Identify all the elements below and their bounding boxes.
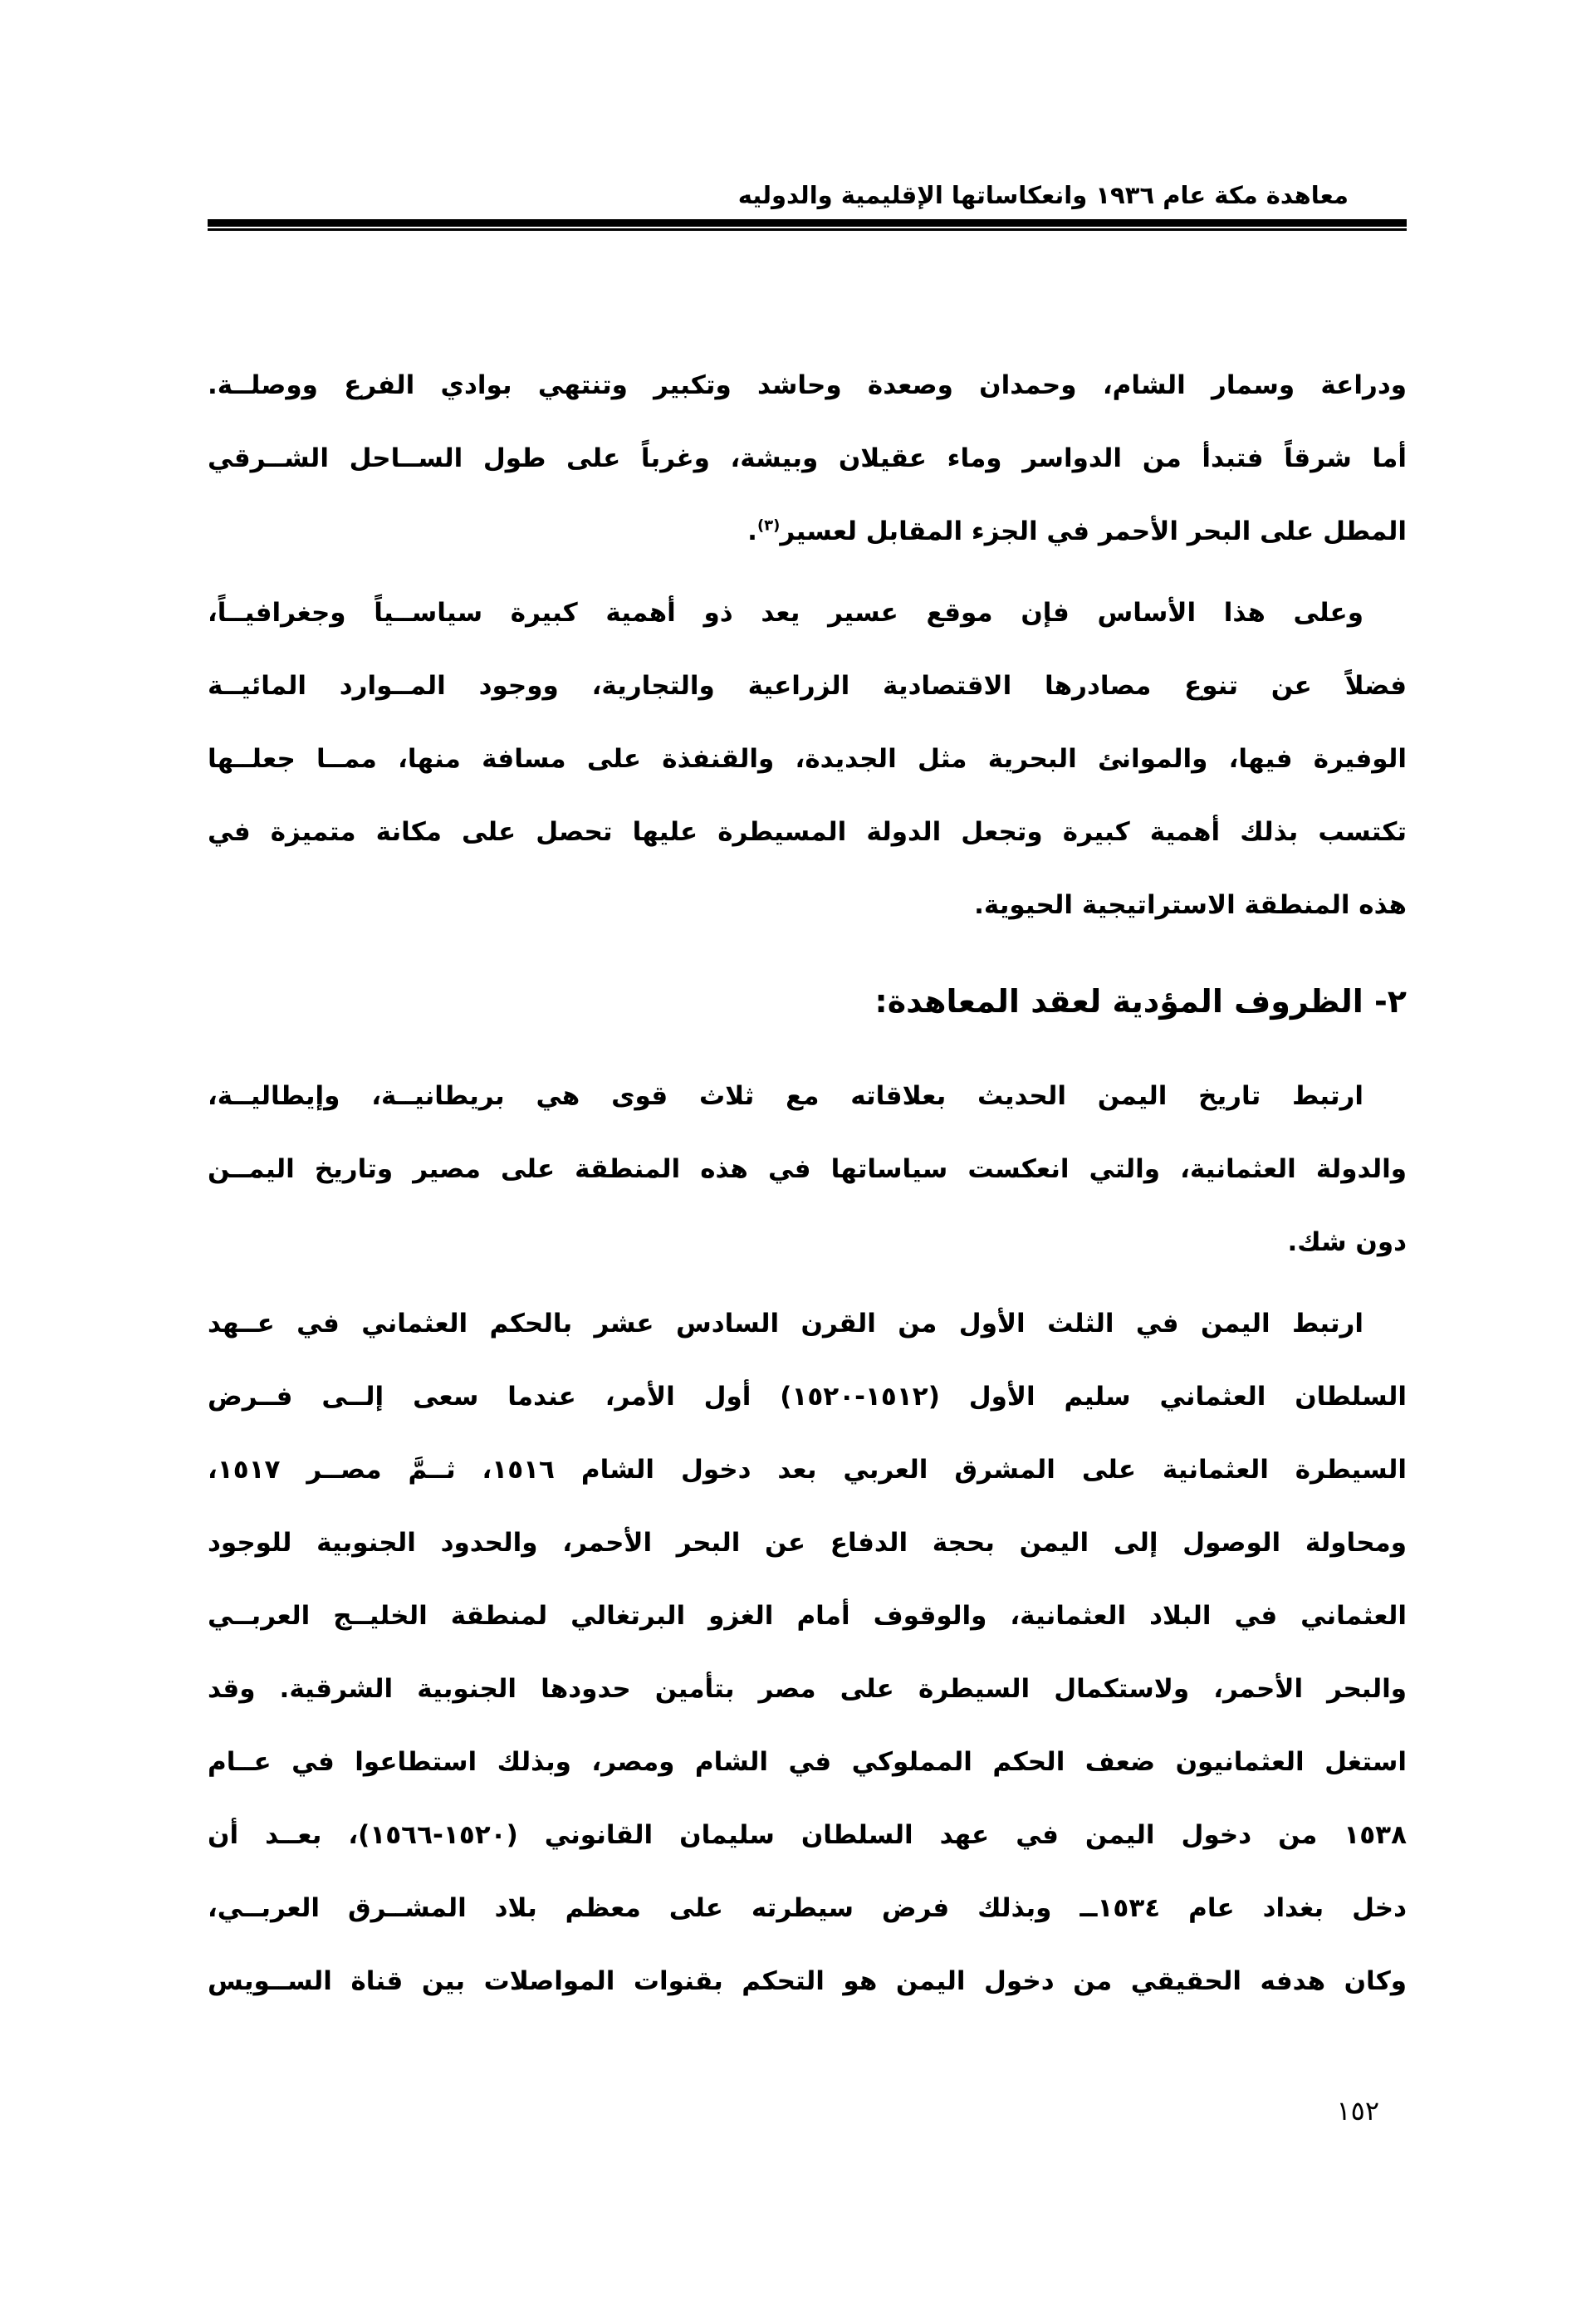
- paragraph-1: [208, 349, 1407, 568]
- header-double-rule: [208, 219, 1407, 231]
- running-head-title: معاهدة مكة عام ١٩٣٦ وانعكاساتها الإقليمية والدوليه: [737, 181, 1349, 209]
- text-line: العثماني في البلاد العثمانية، والوقوف أمام الغزو البرتغالي لمنطقة الخليــج العربــي: [208, 1601, 1407, 1631]
- text-line: ودراعة وسمار الشام، وحمدان وصعدة وحاشد وتكبير وتنتهي بوادي الفرع ووصلــة.: [208, 370, 1407, 400]
- text-line: والدولة العثمانية، والتي انعكست سياساتها في هذه المنطقة على مصير وتاريخ اليمــن: [208, 1154, 1407, 1184]
- text-line: والبحر الأحمر، ولاستكمال السيطرة على مصر بتأمين حدودها الجنوبية الشرقية. وقد: [208, 1674, 1407, 1704]
- text-line: ارتبط تاريخ اليمن الحديث بعلاقاته مع ثلاث قوى هي بريطانيــة، وإيطاليــة،: [208, 1081, 1363, 1111]
- text-line: ارتبط اليمن في الثلث الأول من القرن السادس عشر بالحكم العثماني في عــهد: [208, 1309, 1363, 1339]
- paragraph-2: [208, 576, 1407, 942]
- text-line: هذه المنطقة الاستراتيجية الحيوية.: [974, 890, 1407, 920]
- section-heading: ٢- الظروف المؤدية لعقد المعاهدة:: [874, 983, 1407, 1020]
- text-line: وكان هدفه الحقيقي من دخول اليمن هو التحكم بقنوات المواصلات بين قناة الســويس: [208, 1966, 1407, 1996]
- text-line: ومحاولة الوصول إلى اليمن بحجة الدفاع عن البحر الأحمر، والحدود الجنوبية للوجود: [208, 1528, 1407, 1558]
- text-line: السيطرة العثمانية على المشرق العربي بعد دخول الشام ١٥١٦، ثــمَّ مصــر ١٥١٧،: [208, 1455, 1407, 1485]
- text-line: تكتسب بذلك أهمية كبيرة وتجعل الدولة المسيطرة عليها تحصل على مكانة متميزة في: [208, 817, 1407, 847]
- text-line: ١٥٣٨ من دخول اليمن في عهد السلطان سليمان القانوني (١٥٢٠-١٥٦٦)، بعــد أن: [208, 1820, 1407, 1850]
- text-line: وعلى هذا الأساس فإن موقع عسير يعد ذو أهمية كبيرة سياســياً وجغرافيــاً،: [208, 598, 1363, 628]
- text-line: [208, 495, 1407, 568]
- text-segment: المطل على البحر الأحمر في الجزء المقابل لعسير: [780, 516, 1407, 546]
- period: .: [747, 516, 757, 546]
- text-line: استغل العثمانيون ضعف الحكم المملوكي في الشام ومصر، وبذلك استطاعوا في عــام: [208, 1747, 1407, 1777]
- text-line: دون شك.: [1287, 1227, 1407, 1257]
- page-number: ١٥٢: [1336, 2095, 1379, 2127]
- text-line: السلطان العثماني سليم الأول (١٥١٢-١٥٢٠) أول الأمر، عندما سعى إلــى فــرض: [208, 1382, 1407, 1412]
- paragraph-3: [208, 1060, 1407, 1279]
- footnote-marker: (٣): [756, 516, 781, 535]
- text-line: فضلاً عن تنوع مصادرها الاقتصادية الزراعية والتجارية، ووجود المــوارد المائيــة: [208, 671, 1407, 701]
- paragraph-4: [208, 1287, 1407, 2018]
- text-line: أما شرقاً فتبدأ من الدواسر وماء عقيلان وبيشة، وغرباً على طول الســاحل الشــرقي: [208, 443, 1407, 473]
- text-line: الوفيرة فيها، والموانئ البحرية مثل الجديدة، والقنفذة على مسافة منها، ممــا جعلــها: [208, 744, 1407, 774]
- text-line: دخل بغداد عام ١٥٣٤ــ وبذلك فرض سيطرته على معظم بلاد المشــرق العربــي،: [208, 1893, 1408, 1923]
